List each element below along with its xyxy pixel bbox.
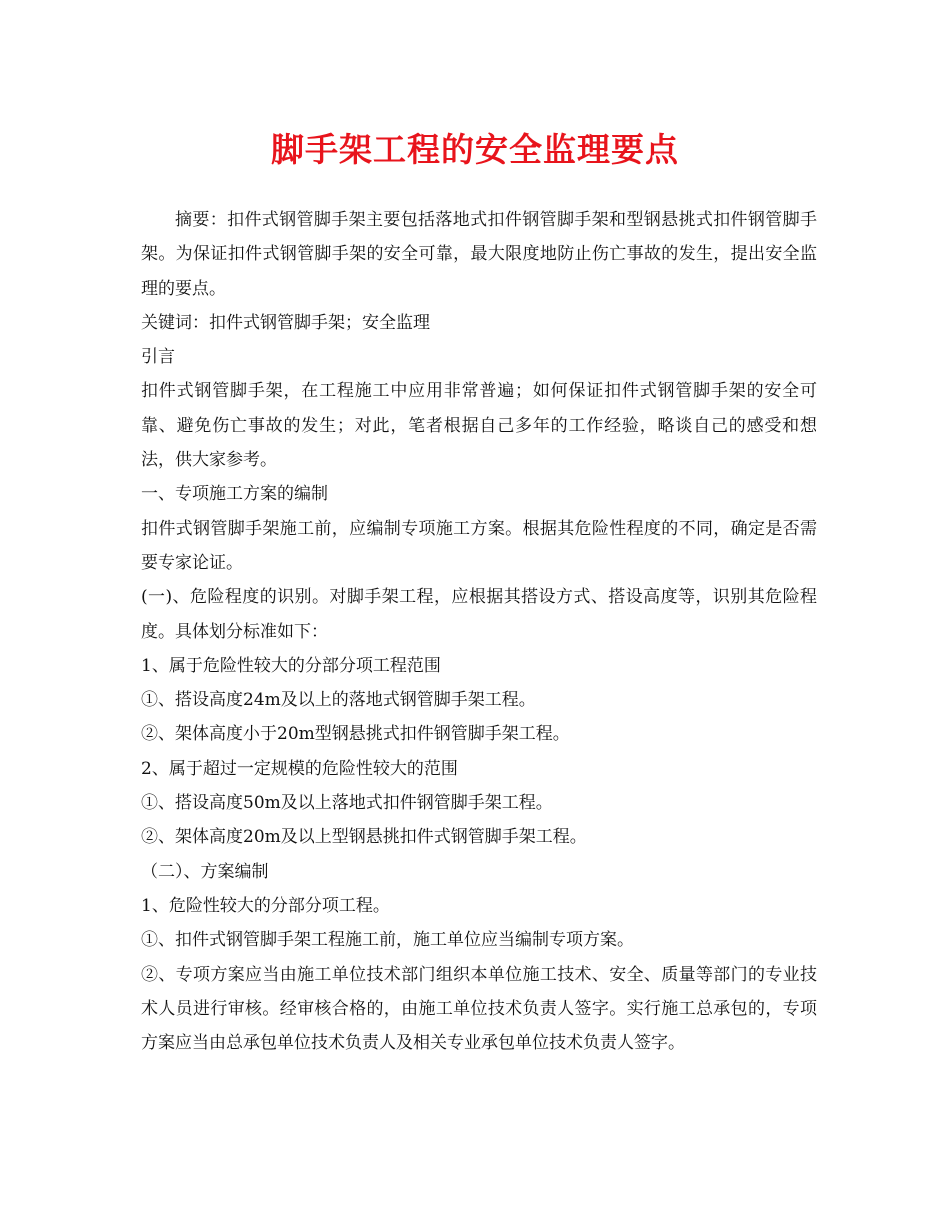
list-item: ②、专项方案应当由施工单位技术部门组织本单位施工技术、安全、质量等部门的专业技术人员进行审核。经审核合格的，由施工单位技术负责人签字。实行施工总承包的，专项方案应当由总承包单位技术负责人及相关专业承包单位技术负责人签字。 (141, 964, 817, 1054)
keywords-line: 关键词：扣件式钢管脚手架；安全监理 (141, 312, 430, 333)
list-heading-2: 2、属于超过一定规模的危险性较大的范围 (141, 758, 458, 779)
abstract-paragraph: 摘要：扣件式钢管脚手架主要包括落地式扣件钢管脚手架和型钢悬挑式扣件钢管脚手架。为保证扣件式钢管脚手架的安全可靠，最大限度地防止伤亡事故的发生，提出安全监理的要点。 (141, 210, 817, 299)
introduction-paragraph: 扣件式钢管脚手架，在工程施工中应用非常普遍；如何保证扣件式钢管脚手架的安全可靠、避免伤亡事故的发生；对此，笔者根据自己多年的工作经验，略谈自己的感受和想法，供大家参考。 (141, 381, 817, 471)
list-item: ②、架体高度小于20m型钢悬挑式扣件钢管脚手架工程。 (141, 724, 570, 745)
section-heading-introduction: 引言 (141, 347, 175, 368)
list-item: ②、架体高度20m及以上型钢悬挑扣件式钢管脚手架工程。 (141, 827, 587, 848)
list-heading-1: 1、属于危险性较大的分部分项工程范围 (141, 655, 441, 676)
section-1-paragraph: 扣件式钢管脚手架施工前，应编制专项施工方案。根据其危险性程度的不同，确定是否需要专家论证。 (141, 518, 817, 573)
section-heading-1: 一、专项施工方案的编制 (141, 484, 328, 505)
document-body (141, 203, 817, 1060)
list-item: ①、搭设高度24m及以上的落地式钢管脚手架工程。 (141, 690, 536, 711)
list-item: ①、扣件式钢管脚手架工程施工前，施工单位应当编制专项方案。 (141, 930, 634, 951)
list-heading-3: 1、危险性较大的分部分项工程。 (141, 895, 390, 916)
document-title: 脚手架工程的安全监理要点 (271, 130, 679, 169)
subsection-heading-1: (一)、危险程度的识别。对脚手架工程，应根据其搭设方式、搭设高度等，识别其危险程度。具体划分标准如下： (141, 587, 817, 642)
list-item: ①、搭设高度50m及以上落地式扣件钢管脚手架工程。 (141, 793, 553, 814)
subsection-heading-2: （二）、方案编制 (141, 861, 269, 882)
